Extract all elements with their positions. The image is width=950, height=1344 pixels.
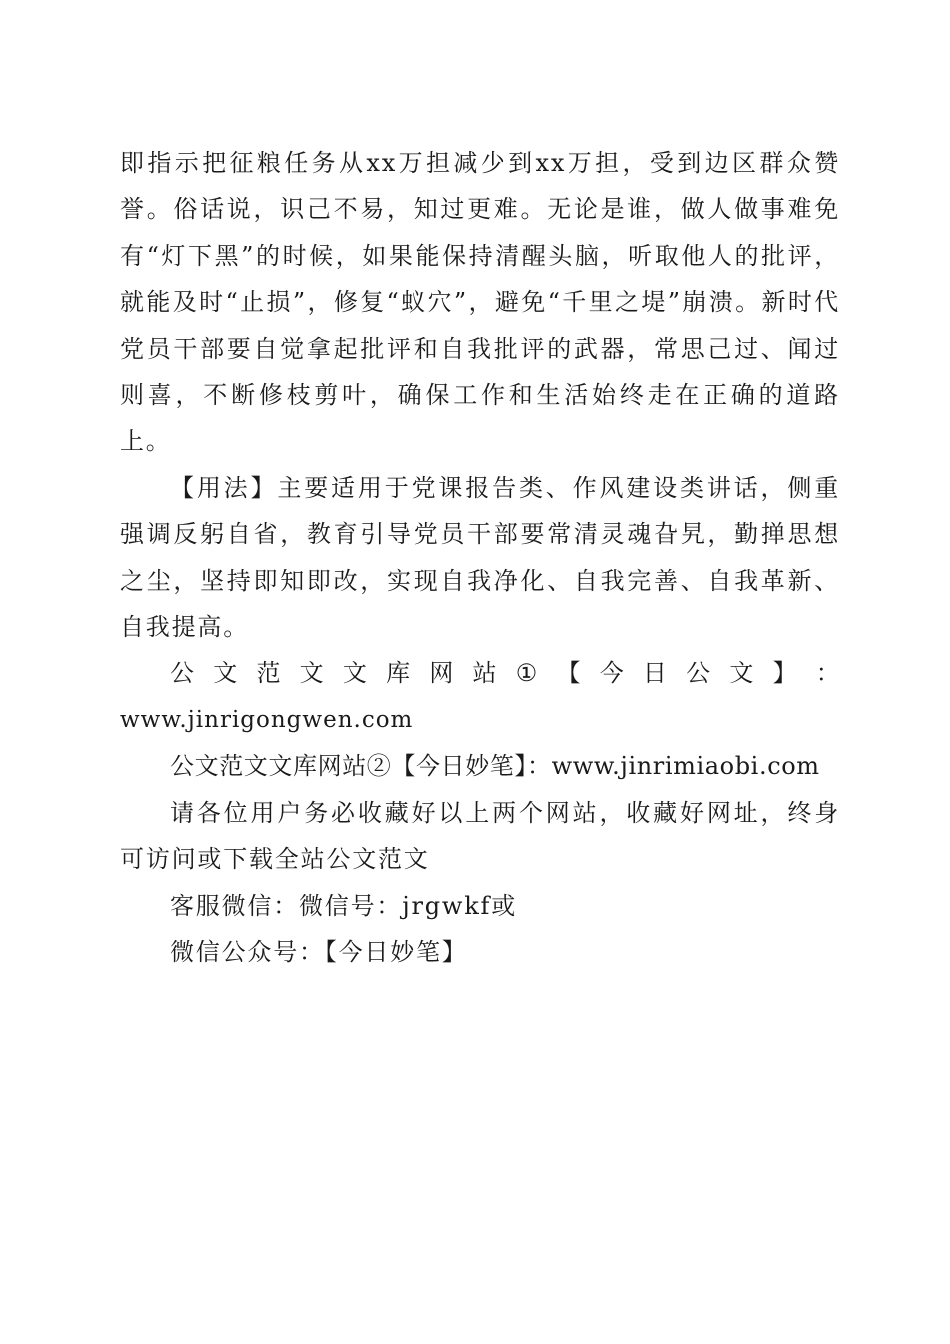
body-paragraph-1: 即指示把征粮任务从xx万担减少到xx万担，受到边区群众赞誉。俗话说，识己不易，知过更难。无论是谁，做人做事难免有“灯下黑”的时候，如果能保持清醒头脑，听取他人的批评，就能及时“止损”，修复“蚁穴”，避免“千里之堤”崩溃。新时代党员干部要自觉拿起批评和自我批评的武器，常思己过、闻过则喜，不断修枝剪叶，确保工作和生活始终走在正确的道路上。 [120,149,840,456]
site-1-char: ： [815,659,840,688]
site-1-char: 公 [170,659,194,688]
site-1-char: 公 [686,659,711,688]
site-1-char: 网 [429,659,454,688]
site-1-char: 文 [342,659,367,688]
site-1-char: 文 [213,659,238,688]
usage-paragraph: 【用法】主要适用于党课报告类、作风建设类讲话，侧重强调反躬自省，教育引导党员干部要常清灵魂旮旯，勤掸思想之尘，坚持即知即改，实现自我净化、自我完善、自我革新、自我提高。 [120,473,840,642]
site-1-char: ① [515,659,538,688]
site-1-char: 今 [599,659,624,688]
site-1-char: 范 [256,659,281,688]
site-1-url: www.jinrigongwen.com [120,706,414,733]
site-2-line: 公文范文文库网站②【今日妙笔】：www.jinrimiaobi.com [170,752,820,781]
site-1-char: 文 [299,659,324,688]
service-wechat: 客服微信：微信号：jrgwkf或 [170,891,518,920]
site-1-label [120,650,840,696]
bookmark-notice: 请各位用户务必收藏好以上两个网站，收藏好网址，终身可访问或下载全站公文范文 [120,798,840,874]
site-1-char: 日 [642,659,667,688]
site-1-char: 库 [386,659,411,688]
site-1-char: 文 [729,659,754,688]
document-body [120,140,840,975]
site-1-char: 】 [772,659,797,688]
official-account: 微信公众号：【今日妙笔】 [170,937,468,966]
site-1-char: 【 [556,659,581,688]
site-1-char: 站 [472,659,497,688]
